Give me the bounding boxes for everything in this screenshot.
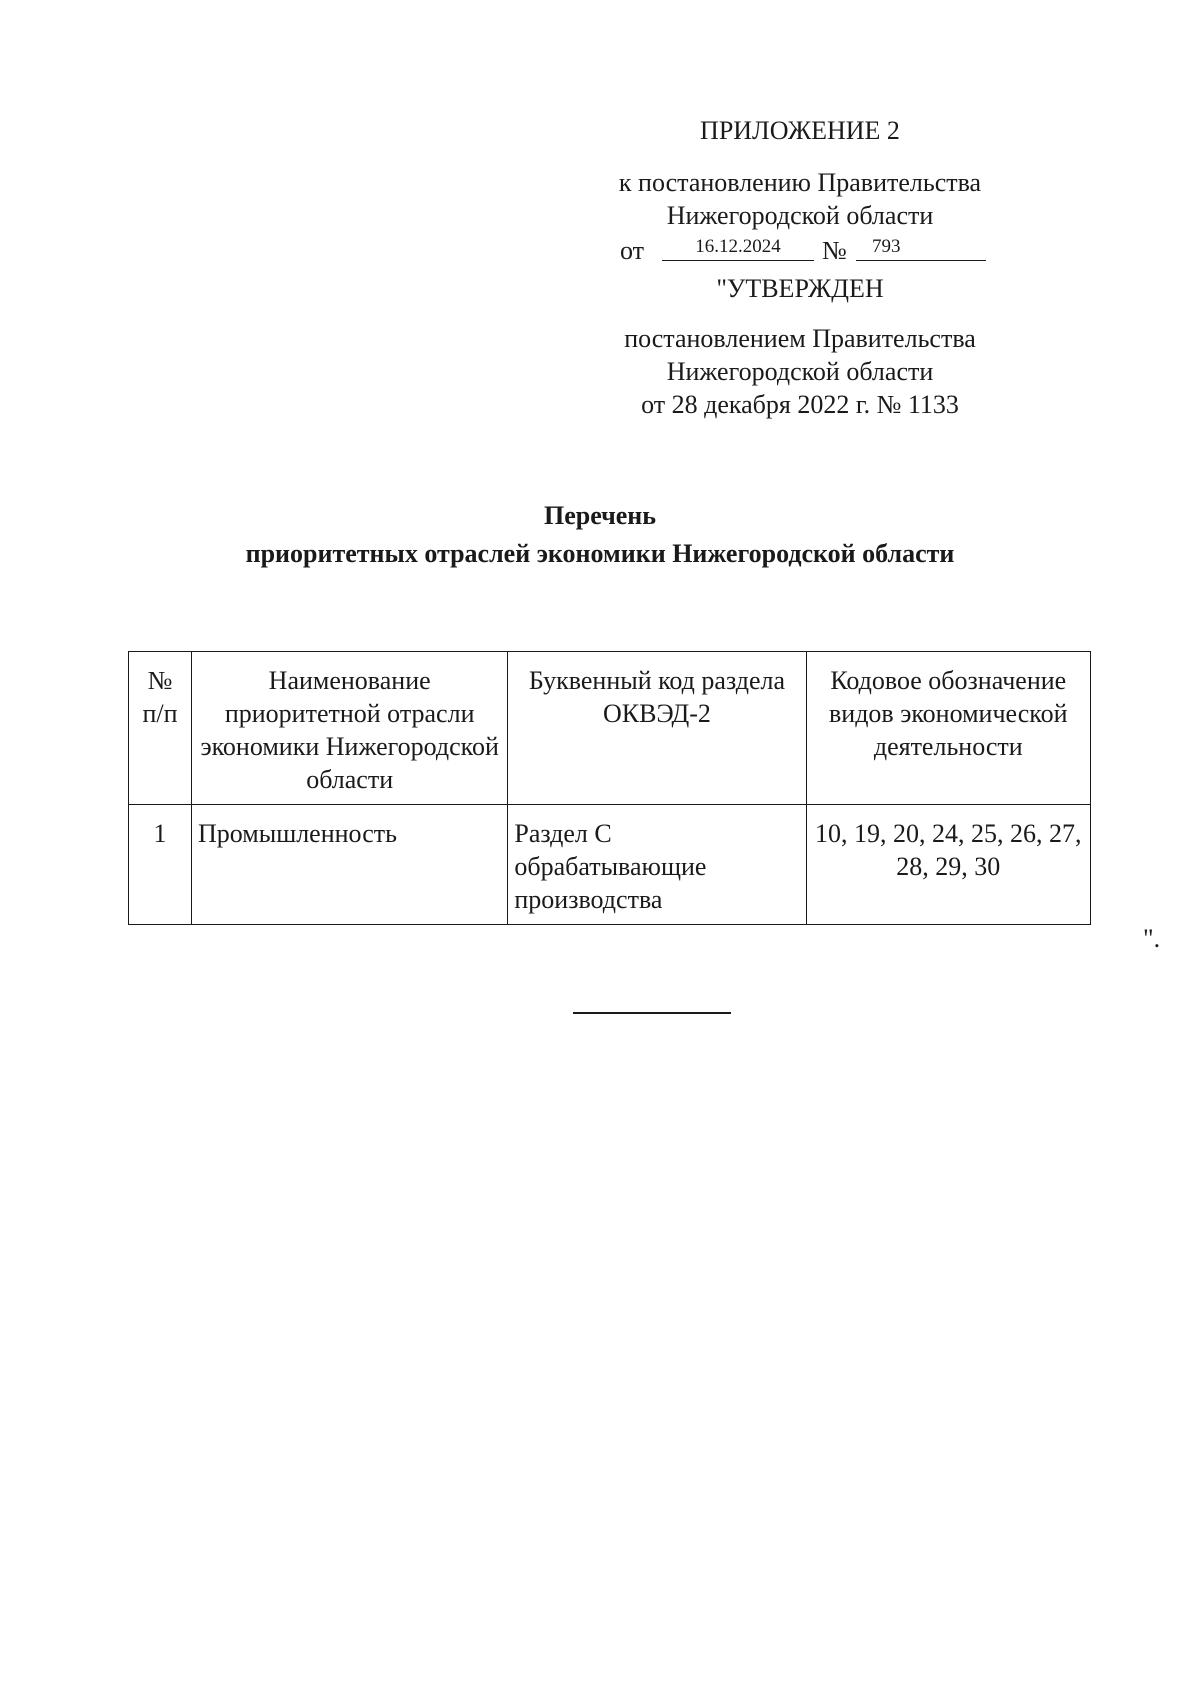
document-title: [100, 497, 1100, 573]
approved-reference: постановлением Правительства Нижегородской области от 28 декабря 2022 г. № 1133: [624, 324, 976, 419]
row-sector-name: Промышленность: [191, 805, 507, 925]
row-okved-section: Раздел С обрабатывающие производства: [508, 805, 806, 925]
number-sign: №: [822, 236, 847, 265]
approved-label: "УТВЕРЖДЕН: [716, 274, 884, 303]
closing-quote: ".: [1143, 924, 1161, 953]
header-okved-section: Буквенный код раздела ОКВЭД-2: [508, 652, 806, 805]
table-row: [129, 805, 1091, 925]
resolution-date: 16.12.2024: [662, 234, 814, 261]
header-activity-codes: Кодовое обозначение видов экономической деятельности: [806, 652, 1090, 805]
header-number: № п/п: [129, 652, 192, 805]
resolution-number-field: [856, 234, 986, 261]
row-number: 1: [129, 805, 192, 925]
date-prefix: от: [620, 236, 645, 265]
resolution-reference: к постановлению Правительства Нижегородской области: [618, 168, 982, 230]
table-header-row: [129, 652, 1091, 805]
row-activity-codes: 10, 19, 20, 24, 25, 26, 27, 28, 29, 30: [806, 805, 1090, 925]
priority-sectors-table: [128, 651, 1091, 925]
header-sector-name: Наименование приоритетной отрасли экономики Нижегородской области: [191, 652, 507, 805]
title-line-1: Перечень: [543, 501, 657, 530]
resolution-number: 793: [872, 236, 901, 257]
resolution-date-line: [620, 234, 990, 268]
title-line-2: приоритетных отраслей экономики Нижегородской области: [245, 539, 955, 568]
end-divider: [573, 1012, 731, 1014]
appendix-title: ПРИЛОЖЕНИЕ 2: [700, 116, 900, 145]
